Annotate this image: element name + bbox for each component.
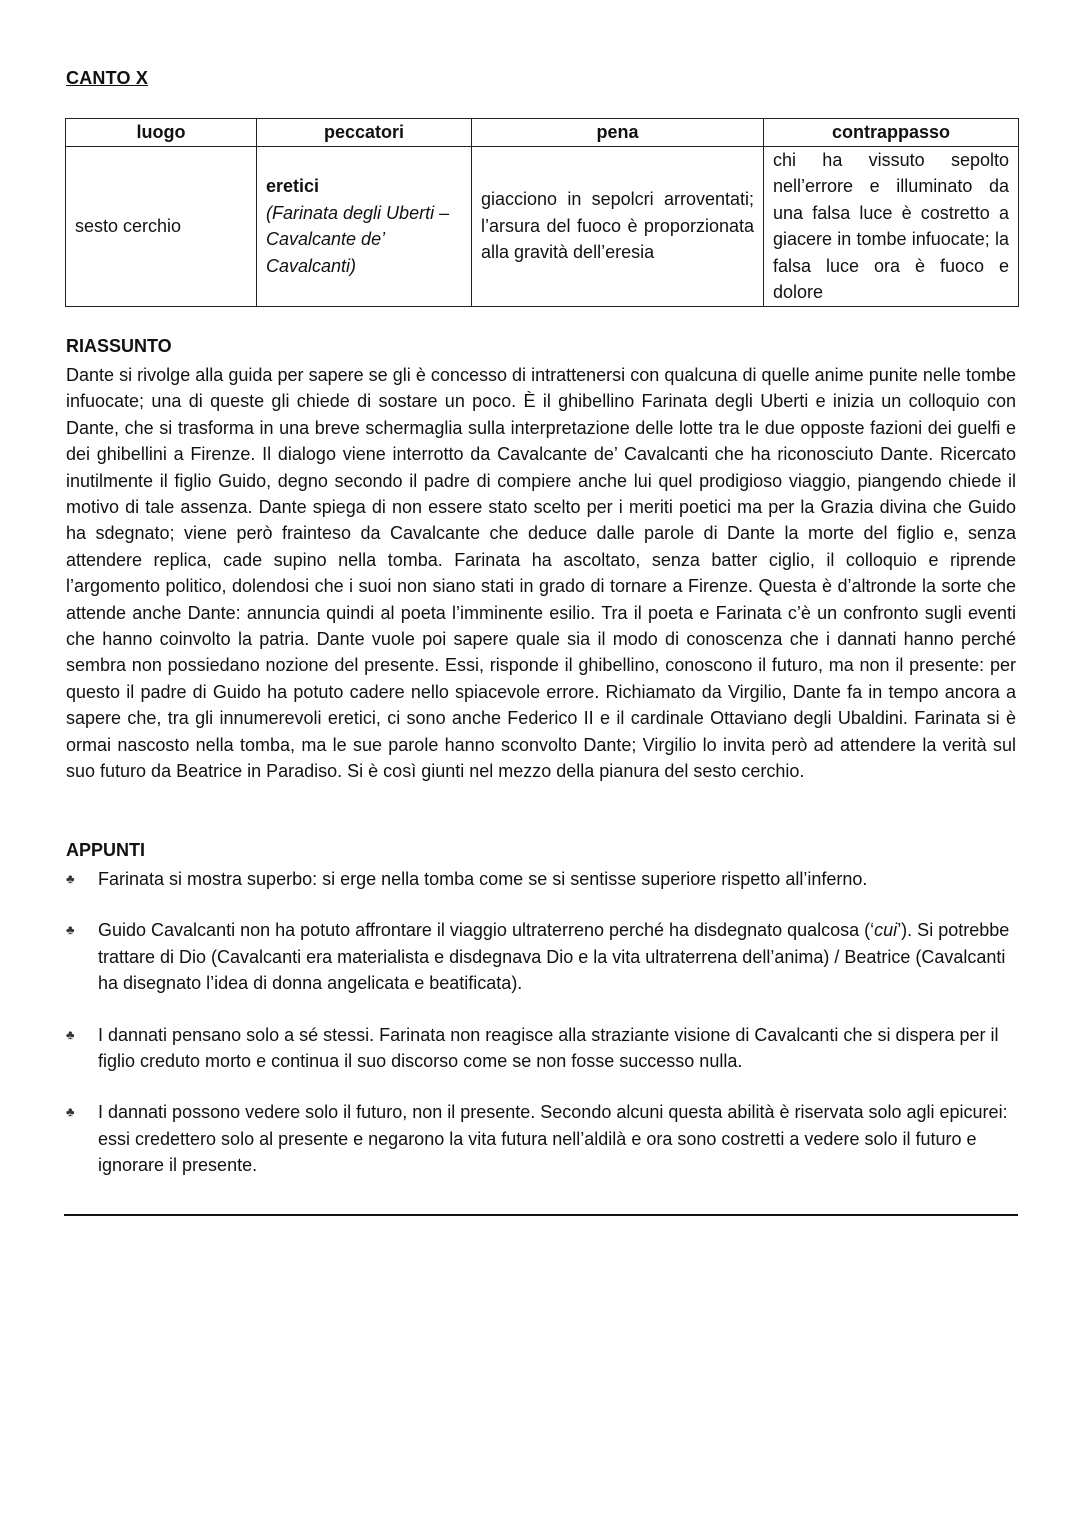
list-item <box>66 917 1018 996</box>
club-bullet-icon: ♣ <box>66 1026 75 1042</box>
table-header-row <box>66 119 1019 147</box>
header-contrappasso: contrappasso <box>764 119 1019 147</box>
club-bullet-icon: ♣ <box>66 1104 75 1120</box>
peccatori-main: eretici <box>266 176 320 196</box>
cell-contrappasso: chi ha vissuto sepolto nell’errore e illuminato da una falsa luce è costretto a giacere in tombe infuocate; la falsa luce ora è fuoco e dolore <box>764 146 1019 306</box>
note-text-before: Guido Cavalcanti non ha potuto affrontare il viaggio ultraterreno perché ha disdegnato qualcosa (‘ <box>98 920 875 941</box>
list-item <box>66 1022 1018 1075</box>
appunti-list <box>66 866 1018 1204</box>
cell-pena: giacciono in sepolcri arroventati; l’arsura del fuoco è proporzionata alla gravità dell’eresia <box>472 146 764 306</box>
peccatori-names: (Farinata degli Uberti – Cavalcante de’ Cavalcanti) <box>266 202 450 276</box>
note-text-after: ’). Si potrebbe trattare di Dio (Cavalcanti era materialista e disdegnava Dio e la vita ultraterrena dell’anima) / Beatrice (Cavalcanti ha disegnato l’idea di donna angelicata e beatificata). <box>98 920 1010 994</box>
note-text: I dannati possono vedere solo il futuro, non il presente. Secondo alcuni questa abilità è riservata solo agli epicurei: essi credettero solo al presente e negarono la vita futura nell’aldilà e ora sono costretti a vedere solo il futuro e ignorare il presente. <box>98 1102 1008 1176</box>
header-pena: pena <box>472 119 764 147</box>
cell-peccatori <box>257 146 472 306</box>
riassunto-heading: RIASSUNTO <box>66 336 172 356</box>
canto-title: CANTO X <box>66 68 149 88</box>
header-luogo: luogo <box>66 119 257 147</box>
appunti-heading: APPUNTI <box>66 840 146 860</box>
riassunto-paragraph: Dante si rivolge alla guida per sapere se gli è concesso di intrattenersi con qualcuna di quelle anime punite nelle tombe infuocate; una di queste gli chiede di sostare un poco. È il ghibellino Farinata degli Uberti e inizia un colloquio con Dante, che si trasforma in una breve schermaglia sulla interpretazione delle lotte tra le due opposte fazioni dei guelfi e dei ghibellini a Firenze. Il dialogo viene interrotto da Cavalcante de’ Cavalcanti che ha riconosciuto Dante. Ricercato inutilmente il figlio Guido, degno secondo il padre di compiere anche lui quel prodigioso viaggio, piangendo chiede il motivo di tale assenza. Dante spiega di non essere stato scelto per i meriti poetici ma per la Grazia divina che Guido ha sdegnato; viene però frainteso da Cavalcante che deduce dalle parole di Dante la morte del figlio e, senza attendere replica, cade supino nella tomba. Farinata ha ascoltato, senza batter ciglio, il colloquio e riprende l’argomento politico, dolendosi che i suoi non siano stati in grado di tornare a Firenze. Questa è d’altronde la sorte che attende anche Dante: annuncia quindi al poeta l’imminente esilio. Tra il poeta e Farinata c’è un confronto sugli eventi che hanno coinvolto la patria. Dante vuole poi sapere quale sia il modo di conoscenza che i dannati hanno perché sembra non possiedano nozione del presente. Essi, risponde il ghibellino, conoscono il futuro, ma non il presente: per questo il padre di Guido ha potuto cadere nello spiacevole errore. Richiamato da Virgilio, Dante fa in tempo ancora a sapere che, tra gli innumerevoli eretici, ci sono anche Federico II e il cardinale Ottaviano degli Ubaldini. Farinata si è ormai nascosto nella tomba, ma le sue parole hanno sconvolto Dante; Virgilio lo invita però ad attendere la verità sul suo futuro da Beatrice in Paradiso. Si è così giunti nel mezzo della pianura del sesto cerchio. <box>66 365 1016 782</box>
note-text: I dannati pensano solo a sé stessi. Farinata non reagisce alla straziante visione di Cavalcanti che si dispera per il figlio creduto morto e continua il suo discorso come se non fosse successo nulla. <box>98 1024 999 1072</box>
canto-summary-table <box>65 118 1019 307</box>
club-bullet-icon: ♣ <box>66 922 75 938</box>
bottom-divider <box>64 1214 1018 1216</box>
table-row <box>66 146 1019 306</box>
list-item <box>66 1099 1018 1178</box>
header-peccatori: peccatori <box>257 119 472 147</box>
note-text: Farinata si mostra superbo: si erge nella tomba come se si sentisse superiore rispetto all’inferno. <box>98 869 868 889</box>
club-bullet-icon: ♣ <box>66 871 75 886</box>
list-item <box>66 866 1018 892</box>
note-emphasis: cui <box>874 920 898 941</box>
cell-luogo: sesto cerchio <box>66 146 257 306</box>
